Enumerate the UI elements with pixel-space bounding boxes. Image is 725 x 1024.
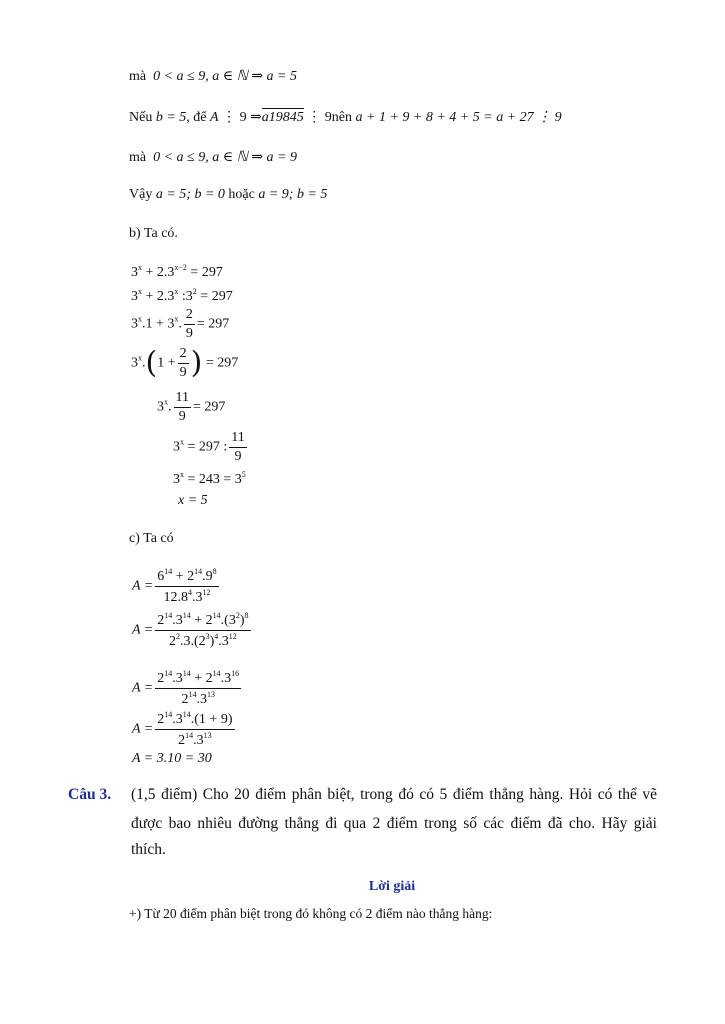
exp-2: 2 [192, 287, 197, 296]
fraction-2-9 [184, 308, 195, 341]
numerator: 2 [184, 308, 195, 325]
eq-297-div: = 297 : [184, 439, 228, 455]
text-ma: mà [129, 69, 147, 84]
base-3: 3 [131, 316, 138, 332]
eq-297: = 297 [196, 289, 233, 304]
exp-x: x [164, 397, 168, 407]
plus-2-3: + 2.3 [142, 265, 175, 280]
base-3: 3 [131, 265, 138, 280]
fraction-11-9 [174, 391, 191, 424]
exp-x: x [138, 263, 142, 272]
exp-5: 5 [241, 470, 246, 479]
question-line-3: thích. [131, 841, 166, 858]
solution-line-1: +) Từ 20 điểm phân biệt trong đó không có 2 điểm nào thẳng hàng: [129, 906, 493, 921]
question-line-2: được bao nhiêu đường thẳng đi qua 2 điểm trong số các điểm đã cho. Hãy giải [131, 815, 657, 832]
div-3: :3 [178, 289, 193, 304]
part-c-row-3 [132, 670, 243, 707]
denominator: $2^{14}.3^{13}$ [178, 731, 212, 748]
A-equals: A = [132, 578, 154, 594]
math-solution-1: a = 5; b = 0 [155, 187, 225, 202]
dot: . [168, 399, 172, 415]
exp-x: x [180, 470, 184, 479]
dot: . [178, 316, 182, 332]
fraction-c4 [155, 711, 234, 748]
right-paren: ) [190, 345, 203, 381]
part-c-row-4 [132, 711, 237, 748]
part-c-heading: c) Ta có [129, 531, 174, 546]
numerator: 11 [229, 431, 246, 448]
A-equals: A = [132, 680, 154, 696]
part-a-line-3 [129, 151, 297, 165]
numerator: $6^{14} + 2^{14}.9^8$ [155, 568, 218, 587]
base-3: 3 [173, 472, 180, 487]
part-a-line-1 [129, 70, 297, 84]
solution-title: Lời giải [368, 879, 416, 894]
math-condition-1: 0 < a ≤ 9, a ∈ ℕ ⇒ a = 5 [153, 69, 297, 84]
denominator: $2^2.3.(2^3)^4.3^{12}$ [168, 632, 237, 649]
part-b-row-1 [131, 264, 223, 280]
numerator: $2^{14}.3^{14} + 2^{14}.3^{16}$ [155, 670, 241, 689]
plus-2-3: + 2.3 [142, 289, 175, 304]
part-c-row-2 [132, 612, 253, 649]
denominator: 9 [179, 365, 187, 380]
numerator: 2 [178, 347, 189, 364]
math-divisible-9: ⋮ 9 ⇒ [222, 110, 262, 125]
part-b-row-7 [173, 471, 246, 487]
part-b-row-4 [131, 347, 238, 380]
part-c-result: A = 3.10 = 30 [132, 751, 212, 766]
question-label: Câu 3. [68, 786, 112, 803]
denominator: 9 [234, 449, 242, 464]
exp-x: x [174, 287, 179, 296]
A-equals: A = [132, 622, 154, 638]
math-condition-2: 0 < a ≤ 9, a ∈ ℕ ⇒ a = 9 [153, 150, 297, 165]
fraction-c2 [155, 612, 250, 649]
dot-1-plus-3: .1 + 3 [142, 316, 175, 332]
math-digit-sum: a + 1 + 9 + 8 + 4 + 5 = a + 27 ⋮ 9 [355, 110, 562, 125]
math-overline-number: a19845 [261, 110, 304, 125]
denominator: $12.8^4.3^{12}$ [163, 588, 211, 605]
part-b-row-5 [157, 391, 225, 424]
text-ma-2: mà [129, 150, 147, 165]
part-a-line-4 [129, 188, 327, 202]
exp-x: x [138, 353, 142, 363]
exp-x: x [180, 437, 184, 447]
eq-297: = 297 [205, 355, 239, 371]
text-vay: Vậy [129, 187, 153, 202]
base-3: 3 [157, 399, 164, 415]
denominator: $2^{14}.3^{13}$ [181, 690, 215, 707]
fraction-11-9 [229, 431, 246, 464]
fraction-2-9 [178, 347, 189, 380]
numerator: 11 [174, 391, 191, 408]
left-paren: ( [145, 345, 158, 381]
text-de: , để [186, 110, 207, 125]
exp-x: x [138, 314, 142, 324]
fraction-c1 [155, 568, 218, 605]
eq-297: = 297 [186, 265, 223, 280]
math-b-equals-5: b = 5 [155, 110, 187, 125]
numerator: $2^{14}.3^{14} + 2^{14}.(3^2)^8$ [155, 612, 250, 631]
text-neu: Nếu [129, 110, 153, 125]
dot: . [142, 355, 146, 371]
exp-x: x [138, 287, 142, 296]
text-nen: nên [331, 110, 353, 125]
base-3: 3 [131, 355, 138, 371]
part-b-row-3 [131, 308, 229, 341]
numerator: $2^{14}.3^{14}.(1 + 9)$ [155, 711, 234, 730]
question-line-1: (1,5 điểm) Cho 20 điểm phân biệt, trong đó có 5 điểm thẳng hàng. Hỏi có thể vẽ [131, 786, 657, 803]
math-A: A [210, 110, 219, 125]
exp-x-minus-2: x−2 [174, 263, 187, 272]
part-b-row-6 [173, 431, 249, 464]
fraction-c3 [155, 670, 241, 707]
part-b-row-8: x = 5 [178, 493, 208, 508]
text-hoac: hoặc [228, 187, 255, 202]
part-a-line-2 [129, 111, 562, 125]
base-3: 3 [173, 439, 180, 455]
denominator: 9 [178, 409, 186, 424]
part-b-heading: b) Ta có. [129, 226, 178, 241]
math-divisible-9b: ⋮ 9 [307, 110, 332, 125]
part-b-row-2 [131, 288, 233, 304]
base-3: 3 [131, 289, 138, 304]
eq-297: = 297 [196, 316, 230, 332]
denominator: 9 [185, 326, 193, 341]
eq-297: = 297 [192, 399, 226, 415]
A-equals: A = [132, 721, 154, 737]
math-solution-2: a = 9; b = 5 [258, 187, 328, 202]
part-c-row-1 [132, 568, 221, 605]
eq-243-3: = 243 = 3 [184, 472, 242, 487]
one-plus: 1 + [157, 355, 176, 371]
exp-x: x [174, 314, 179, 324]
